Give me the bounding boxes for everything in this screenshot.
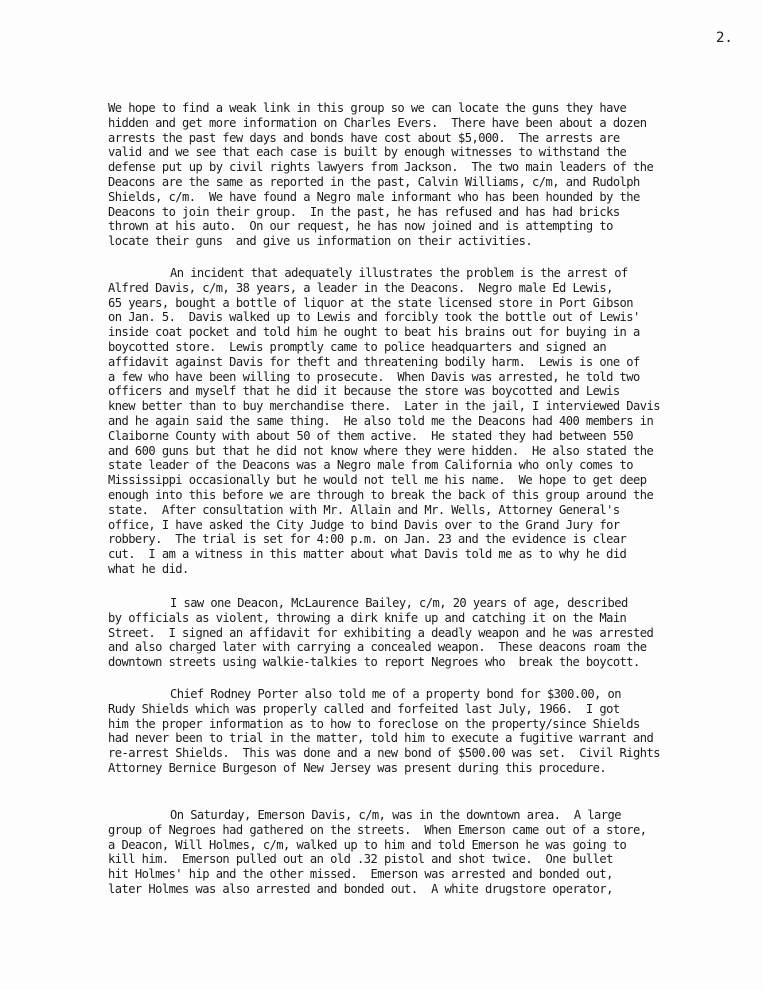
text-line: hidden and get more information on Charles Evers. There have been about a dozen <box>108 115 647 130</box>
paragraph-shields-bond <box>108 687 730 776</box>
text-line: and he again said the same thing. He also told me the Deacons had 400 members in <box>108 413 654 428</box>
text-line: group of Negroes had gathered on the streets. When Emerson came out of a store, <box>108 822 647 837</box>
paragraph-emerson-shooting <box>108 808 730 897</box>
text-line: state leader of the Deacons was a Negro male from California who only comes to <box>108 458 634 473</box>
text-line: boycotted store. Lewis promptly came to police headquarters and signed an <box>108 339 607 354</box>
text-line: Deacons to join their group. In the past, he has refused and has had bricks <box>108 204 620 219</box>
text-line: defense put up by civil rights lawyers from Jackson. The two main leaders of the <box>108 160 654 175</box>
text-line: a Deacon, Will Holmes, c/m, walked up to him and told Emerson he was going to <box>108 837 627 852</box>
text-line: kill him. Emerson pulled out an old .32 pistol and shot twice. One bullet <box>108 852 613 867</box>
text-line: by officials as violent, throwing a dirk knife up and catching it on the Main <box>108 610 627 625</box>
text-line: inside coat pocket and told him he ought to beat his brains out for buying in a <box>108 325 640 340</box>
text-line: a few who have been willing to prosecute. When Davis was arrested, he told two <box>108 369 640 384</box>
text-line: Attorney Bernice Burgeson of New Jersey was present during this procedure. <box>108 760 607 775</box>
text-line: hit Holmes' hip and the other missed. Emerson was arrested and bonded out, <box>108 867 613 882</box>
text-line: Rudy Shields which was properly called and forfeited last July, 1966. I got <box>108 701 620 716</box>
text-line: On Saturday, Emerson Davis, c/m, was in the downtown area. A large <box>170 808 621 822</box>
text-line: affidavit against Davis for theft and threatening bodily harm. Lewis is one of <box>108 354 640 369</box>
text-line: state. After consultation with Mr. Allain and Mr. Wells, Attorney General's <box>108 502 620 517</box>
text-line: had never been to trial in the matter, told him to execute a fugitive warrant and <box>108 731 654 746</box>
text-line: We hope to find a weak link in this group so we can locate the guns they have <box>108 101 627 115</box>
text-line: thrown at his auto. On our request, he has now joined and is attempting to <box>108 219 613 234</box>
text-line: downtown streets using walkie-talkies to report Negroes who break the boycott. <box>108 655 640 670</box>
text-line: I saw one Deacon, McLaurence Bailey, c/m, 20 years of age, described <box>170 596 628 610</box>
text-line: and 600 guns but that he did not know where they were hidden. He also stated the <box>108 443 654 458</box>
text-line: cut. I am a witness in this matter about what Davis told me as to why he did <box>108 547 627 562</box>
text-line: officers and myself that he did it because the store was boycotted and Lewis <box>108 384 620 399</box>
text-line: Claiborne County with about 50 of them active. He stated they had between 550 <box>108 428 634 443</box>
text-line: Street. I signed an affidavit for exhibiting a deadly weapon and he was arrested <box>108 625 654 640</box>
text-line: re-arrest Shields. This was done and a new bond of $500.00 was set. Civil Rights <box>108 746 660 761</box>
text-line: Mississippi occasionally but he would not tell me his name. We hope to get deep <box>108 473 647 488</box>
text-line: enough into this before we are through to break the back of this group around the <box>108 487 654 502</box>
text-line: 65 years, bought a bottle of liquor at the state licensed store in Port Gibson <box>108 295 634 310</box>
paragraph-guns-informant <box>108 101 730 249</box>
text-line: Shields, c/m. We have found a Negro male informant who has been hounded by the <box>108 189 640 204</box>
paragraph-alfred-davis-arrest <box>108 266 730 577</box>
text-line: Deacons are the same as reported in the past, Calvin Williams, c/m, and Rudolph <box>108 174 640 189</box>
text-line: valid and we see that each case is built by enough witnesses to withstand the <box>108 145 627 160</box>
text-line: later Holmes was also arrested and bonded out. A white drugstore operator, <box>108 881 613 896</box>
page-number: 2. <box>716 30 733 46</box>
text-line: locate their guns and give us information on their activities. <box>108 234 533 249</box>
text-line: Alfred Davis, c/m, 38 years, a leader in the Deacons. Negro male Ed Lewis, <box>108 280 613 295</box>
text-line: An incident that adequately illustrates the problem is the arrest of <box>170 266 628 280</box>
text-line: and also charged later with carrying a concealed weapon. These deacons roam the <box>108 640 647 655</box>
text-line: on Jan. 5. Davis walked up to Lewis and forcibly took the bottle out of Lewis' <box>108 310 640 325</box>
paragraph-bailey-knife <box>108 596 730 670</box>
text-line: arrests the past few days and bonds have cost about $5,000. The arrests are <box>108 130 620 145</box>
text-line: what he did. <box>108 561 189 576</box>
text-line: office, I have asked the City Judge to bind Davis over to the Grand Jury for <box>108 517 620 532</box>
text-line: Chief Rodney Porter also told me of a property bond for $300.00, on <box>170 687 621 701</box>
text-line: him the proper information as to how to foreclose on the property/since Shields <box>108 716 640 731</box>
text-line: robbery. The trial is set for 4:00 p.m. on Jan. 23 and the evidence is clear <box>108 532 627 547</box>
text-line: knew better than to buy merchandise there. Later in the jail, I interviewed Davis <box>108 399 660 414</box>
